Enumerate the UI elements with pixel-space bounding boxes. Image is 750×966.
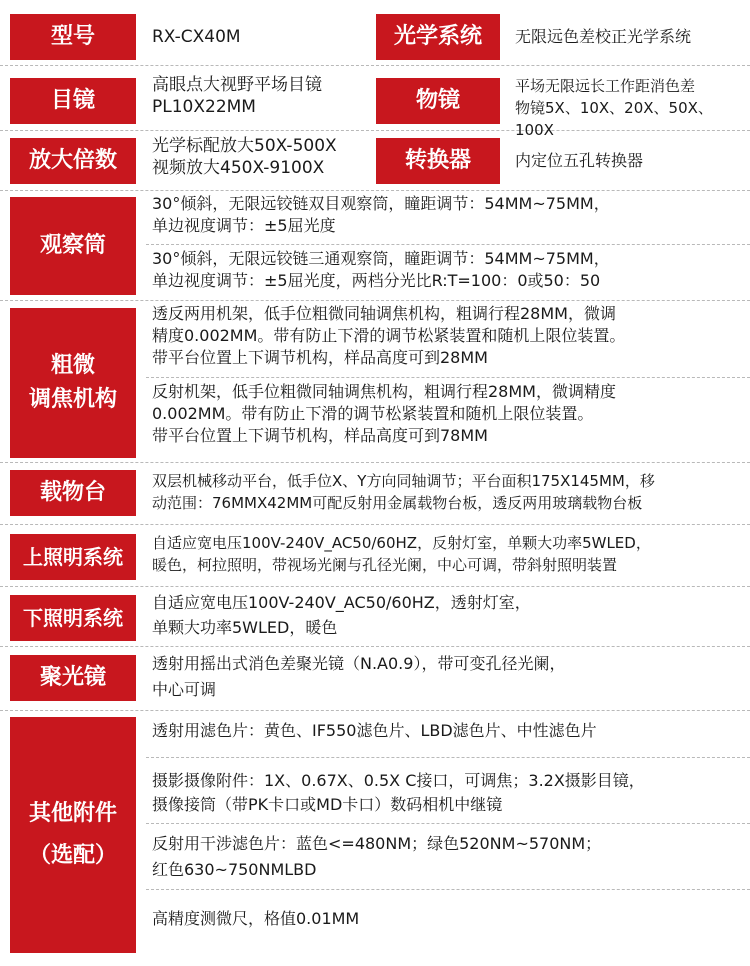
value-interference-filters: 反射用干涉滤色片：蓝色<=480NM；绿色520NM~570NM； 红色630~750NMLBD bbox=[152, 834, 602, 879]
row-accessories bbox=[0, 710, 750, 966]
row-focus-mechanism bbox=[0, 300, 750, 463]
row-magnification bbox=[0, 130, 750, 191]
row-condenser bbox=[0, 646, 750, 711]
row-model bbox=[0, 0, 750, 66]
divider bbox=[146, 757, 750, 758]
label-observation-tube: 观察筒 bbox=[10, 197, 136, 295]
label-stage: 载物台 bbox=[10, 470, 136, 516]
row-eyepiece bbox=[0, 65, 750, 139]
row-lower-illumination bbox=[0, 586, 750, 647]
label-objective: 物镜 bbox=[376, 78, 500, 124]
row-upper-illumination bbox=[0, 524, 750, 587]
value-nosepiece: 内定位五孔转换器 bbox=[515, 151, 644, 170]
label-model: 型号 bbox=[10, 14, 136, 60]
value-tube-binocular: 30°倾斜，无限远铰链双目观察筒，瞳距调节：54MM~75MM， 单边视度调节：±5屈光度 bbox=[152, 194, 610, 235]
value-filters: 透射用滤色片：黄色、IF550滤色片、LBD滤色片、中性滤色片 bbox=[152, 721, 597, 740]
divider bbox=[146, 823, 750, 824]
row-observation-tube bbox=[0, 190, 750, 301]
value-tube-trinocular: 30°倾斜，无限远铰链三通观察筒，瞳距调节：54MM~75MM， 单边视度调节：±5屈光度，两档分光比R:T=100：0或50：50 bbox=[152, 249, 610, 290]
label-eyepiece: 目镜 bbox=[10, 78, 136, 124]
label-accessories-line2: （选配） bbox=[28, 843, 117, 868]
label-upper-illumination: 上照明系统 bbox=[10, 534, 136, 580]
value-micrometer: 高精度测微尺，格值0.01MM bbox=[152, 909, 360, 928]
value-optical-system: 无限远色差校正光学系统 bbox=[515, 27, 692, 46]
value-upper-illumination: 自适应宽电压100V-240V_AC50/60HZ，反射灯室，单颗大功率5WLED， 暖色，柯拉照明，带视场光阑与孔径光阑，中心可调，带斜射照明装置 bbox=[152, 534, 651, 574]
value-stage: 双层机械移动平台，低手位X、Y方向同轴调节；平台面积175X145MM，移 动范围：76MMX42MM可配反射用金属载物台板，透反两用玻璃载物台板 bbox=[152, 472, 655, 512]
value-focus-reflect: 反射机架，低手位粗微同轴调焦机构，粗调行程28MM，微调精度 0.002MM。带有防止下滑的调节松紧装置和随机上限位装置。 带平台位置上下调节机构，样品高度可到78MM bbox=[152, 382, 616, 445]
value-lower-illumination: 自适应宽电压100V-240V_AC50/60HZ，透射灯室， 单颗大功率5WLED，暖色 bbox=[152, 593, 531, 637]
value-objective: 平场无限远长工作距消色差 物镜5X、10X、20X、50X、100X bbox=[515, 77, 713, 139]
divider bbox=[146, 889, 750, 890]
label-accessories bbox=[10, 717, 136, 953]
label-nosepiece: 转换器 bbox=[376, 138, 500, 184]
label-focus-line1: 粗微 bbox=[50, 352, 95, 378]
label-magnification: 放大倍数 bbox=[10, 138, 136, 184]
value-focus-transreflect: 透反两用机架，低手位粗微同轴调焦机构，粗调行程28MM，微调 精度0.002MM。带有防止下滑的调节松紧装置和随机上限位装置。 带平台位置上下调节机构，样品高度可到28MM bbox=[152, 304, 626, 367]
value-eyepiece: 高眼点大视野平场目镜 PL10X22MM bbox=[152, 75, 322, 117]
value-magnification: 光学标配放大50X-500X 视频放大450X-9100X bbox=[152, 136, 337, 178]
divider bbox=[146, 377, 750, 378]
label-optical-system: 光学系统 bbox=[376, 14, 500, 60]
label-accessories-line1: 其他附件 bbox=[28, 801, 117, 827]
label-focus-mechanism bbox=[10, 308, 136, 458]
divider bbox=[146, 244, 750, 245]
label-lower-illumination: 下照明系统 bbox=[10, 595, 136, 641]
value-model: RX-CX40M bbox=[152, 27, 241, 47]
value-condenser: 透射用摇出式消色差聚光镜（N.A0.9），带可变孔径光阑， 中心可调 bbox=[152, 654, 566, 699]
row-stage bbox=[0, 462, 750, 525]
label-condenser: 聚光镜 bbox=[10, 655, 136, 701]
value-photo-accessories: 摄影摄像附件：1X、0.67X、0.5X C接口，可调焦；3.2X摄影目镜， 摄像接筒（带PK卡口或MD卡口）数码相机中继镜 bbox=[152, 771, 645, 814]
label-focus-line2: 调焦机构 bbox=[28, 387, 117, 412]
